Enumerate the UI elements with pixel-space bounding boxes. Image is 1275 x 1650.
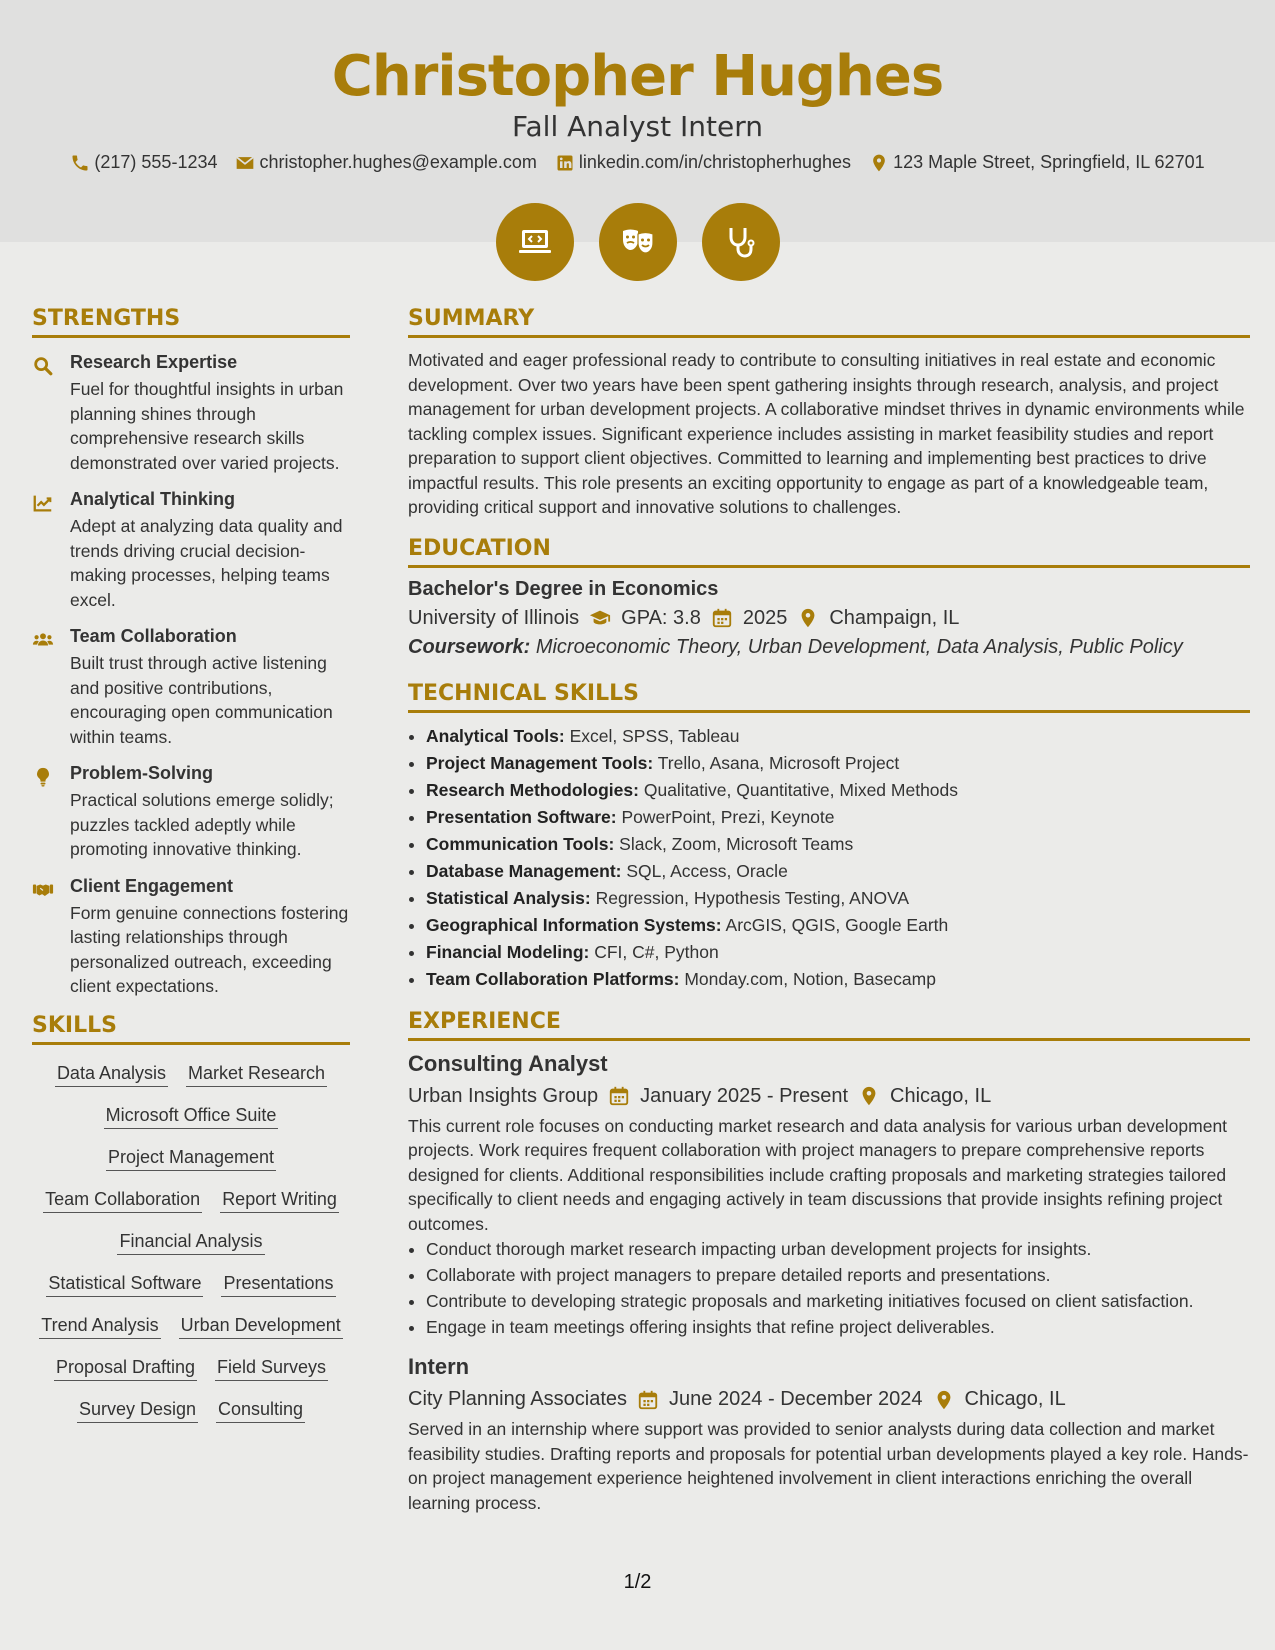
list-item: • Research Methodologies: Qualitative, Quantitative, Mixed Methods — [426, 777, 1250, 804]
strength-item — [32, 763, 350, 862]
list-item: • Engage in team meetings offering insights that refine project deliverables. — [426, 1314, 1250, 1340]
theater-masks-badge — [599, 203, 677, 281]
job-meta — [408, 1085, 1250, 1108]
skill-tag: Market Research — [186, 1063, 327, 1087]
strength-title: Analytical Thinking — [70, 489, 236, 509]
education-gpa: GPA: 3.8 — [621, 606, 701, 629]
strength-title: Client Engagement — [70, 875, 234, 896]
stethoscope-icon — [721, 222, 761, 262]
education-meta — [408, 607, 1250, 630]
strengths-heading: STRENGTHS — [32, 306, 350, 338]
skill-tag: Survey Design — [77, 1399, 198, 1423]
education-heading: EDUCATION — [408, 536, 1250, 568]
calendar-icon — [608, 1085, 630, 1107]
strength-item — [32, 352, 350, 475]
phone-text: (217) 555-1234 — [94, 152, 218, 172]
skill-tag: Microsoft Office Suite — [104, 1105, 279, 1129]
job-dates: January 2025 - Present — [640, 1084, 849, 1107]
job-bullets — [408, 1236, 1250, 1340]
users-icon — [32, 629, 54, 651]
strength-desc: Fuel for thoughtful insights in urban planning shines through comprehensive research skills demonstrated over varied projects. — [70, 379, 344, 473]
skills-heading: SKILLS — [32, 1013, 350, 1045]
coursework-list: Microeconomic Theory, Urban Development, Data Analysis, Public Policy — [535, 635, 1183, 658]
list-item: • Project Management Tools: Trello, Asana, Microsoft Project — [426, 750, 1250, 777]
job-company: Urban Insights Group — [408, 1084, 599, 1107]
linkedin-icon — [555, 153, 575, 173]
job-location: Chicago, IL — [890, 1084, 992, 1107]
candidate-name: Christopher Hughes — [331, 44, 944, 109]
stethoscope-badge — [702, 203, 780, 281]
list-item: • Geographical Information Systems: ArcGIS, QGIS, Google Earth — [426, 912, 1250, 939]
laptop-code-badge — [496, 203, 574, 281]
job-description: This current role focuses on conducting market research and data analysis for various urban development projects. Work requires frequent collaboration with project managers to prepare comprehensive reports designed for clients. Additional responsibilities include crafting proposals and marketing strategies tailored specifically to client needs and engaging actively in team discussions that provide insights refining project outcomes. — [408, 1115, 1228, 1234]
skill-tag: Team Collaboration — [43, 1189, 202, 1213]
skill-tag: Data Analysis — [55, 1063, 168, 1087]
skill-tag: Statistical Software — [46, 1273, 203, 1297]
strength-desc: Built trust through active listening and positive contributions, encouraging open communication within teams. — [70, 653, 333, 747]
contact-phone[interactable] — [70, 152, 217, 173]
laptop-code-icon — [515, 222, 555, 262]
strength-item — [32, 626, 350, 749]
job-title: Intern — [408, 1354, 470, 1379]
contact-email[interactable] — [235, 152, 536, 173]
envelope-icon — [235, 153, 255, 173]
skill-tag: Trend Analysis — [39, 1315, 160, 1339]
lightbulb-icon — [32, 766, 54, 788]
list-item: • Collaborate with project managers to prepare detailed reports and presentations. — [426, 1262, 1250, 1288]
contact-bar — [0, 152, 1275, 173]
technical-skills-heading: TECHNICAL SKILLS — [408, 681, 1250, 713]
map-marker-icon — [858, 1085, 880, 1107]
phone-icon — [70, 153, 90, 173]
strength-title: Research Expertise — [70, 352, 238, 372]
email-text: christopher.hughes@example.com — [259, 152, 537, 172]
education-degree: Bachelor's Degree in Economics — [408, 577, 719, 600]
job-entry — [408, 1051, 1250, 1341]
job-description: Served in an internship where support was provided to senior analysts during data collection and market feasibility studies. Drafting reports and proposals for potential urban developments played a key role. Hands-on project management experience heightened involvement in client interactions enriching the overall learning process. — [408, 1419, 1249, 1513]
coursework-label: Coursework: — [408, 635, 531, 658]
summary-text: Motivated and eager professional ready to contribute to consulting initiatives in real estate and economic development. Over two years have been spent gathering insights through research, analysis, and project management for urban development projects. A collaborative mindset thrives in dynamic environments while tackling complex issues. Significant experience includes assisting in market feasibility studies and report preparation to support client objectives. Committed to learning and implementing best practices to drive impactful results. This role presents an exciting opportunity to engage as part of a knowledgeable team, providing critical support and innovative solutions to challenges. — [408, 350, 1245, 517]
skill-tag: Presentations — [221, 1273, 335, 1297]
job-company: City Planning Associates — [408, 1388, 628, 1410]
strength-desc: Form genuine connections fostering lasting relationships through personalized outreach, exceeding client expectations. — [70, 902, 349, 996]
page-number: 1/2 — [623, 1571, 652, 1593]
list-item: • Conduct thorough market research impacting urban development projects for insights. — [426, 1236, 1250, 1262]
list-item: • Communication Tools: Slack, Zoom, Microsoft Teams — [426, 831, 1250, 858]
education-year: 2025 — [742, 606, 788, 629]
map-marker-icon — [869, 153, 889, 173]
chart-line-icon — [32, 492, 54, 514]
job-meta — [408, 1388, 1250, 1411]
linkedin-text: linkedin.com/in/christopherhughes — [578, 152, 852, 172]
education-school: University of Illinois — [408, 606, 580, 629]
calendar-icon — [637, 1389, 659, 1411]
skill-tag: Financial Analysis — [117, 1231, 264, 1255]
experience-heading: EXPERIENCE — [408, 1009, 1250, 1041]
graduation-cap-icon — [589, 607, 611, 629]
list-item: • Analytical Tools: Excel, SPSS, Tableau — [426, 723, 1250, 750]
list-item: • Statistical Analysis: Regression, Hypothesis Testing, ANOVA — [426, 885, 1250, 912]
search-icon — [32, 355, 54, 377]
strength-item — [32, 489, 350, 612]
education-location: Champaign, IL — [829, 606, 960, 629]
contact-address — [869, 152, 1205, 173]
strength-title: Team Collaboration — [70, 626, 237, 646]
skill-tag: Urban Development — [179, 1315, 343, 1339]
list-item: • Team Collaboration Platforms: Monday.com, Notion, Basecamp — [426, 966, 1250, 993]
job-title-heading: Fall Analyst Intern — [511, 110, 763, 143]
summary-heading: SUMMARY — [408, 306, 1250, 338]
theater-masks-icon — [618, 222, 658, 262]
address-text: 123 Maple Street, Springfield, IL 62701 — [893, 152, 1205, 172]
icon-badges — [0, 203, 1275, 281]
skill-tag: Project Management — [106, 1147, 276, 1171]
strength-desc: Adept at analyzing data quality and trends driving crucial decision-making processes, helping teams excel. — [70, 516, 343, 610]
map-marker-icon — [797, 607, 819, 629]
job-title: Consulting Analyst — [408, 1050, 608, 1076]
right-column — [408, 306, 1250, 1515]
strength-desc: Practical solutions emerge solidly; puzzles tackled adeptly while promoting innovative thinking. — [70, 790, 334, 859]
education-coursework — [408, 636, 1250, 659]
contact-linkedin[interactable] — [555, 152, 851, 173]
list-item: • Financial Modeling: CFI, C#, Python — [426, 939, 1250, 966]
skill-tag: Proposal Drafting — [54, 1357, 197, 1381]
skill-tag: Field Surveys — [215, 1357, 328, 1381]
technical-skills-list — [408, 723, 1250, 993]
strength-item — [32, 876, 350, 999]
left-column — [32, 306, 350, 1441]
list-item: • Database Management: SQL, Access, Oracle — [426, 858, 1250, 885]
skill-tag: Consulting — [216, 1399, 305, 1423]
list-item: • Presentation Software: PowerPoint, Prezi, Keynote — [426, 804, 1250, 831]
skills-list — [32, 1055, 350, 1423]
strength-title: Problem-Solving — [70, 763, 214, 783]
job-entry — [408, 1354, 1250, 1515]
list-item: • Contribute to developing strategic proposals and marketing initiatives focused on client satisfaction. — [426, 1288, 1250, 1314]
job-location: Chicago, IL — [964, 1388, 1066, 1410]
map-marker-icon — [933, 1389, 955, 1411]
job-dates: June 2024 - December 2024 — [669, 1388, 923, 1410]
skill-tag: Report Writing — [220, 1189, 339, 1213]
calendar-icon — [711, 607, 733, 629]
handshake-icon — [32, 879, 54, 901]
